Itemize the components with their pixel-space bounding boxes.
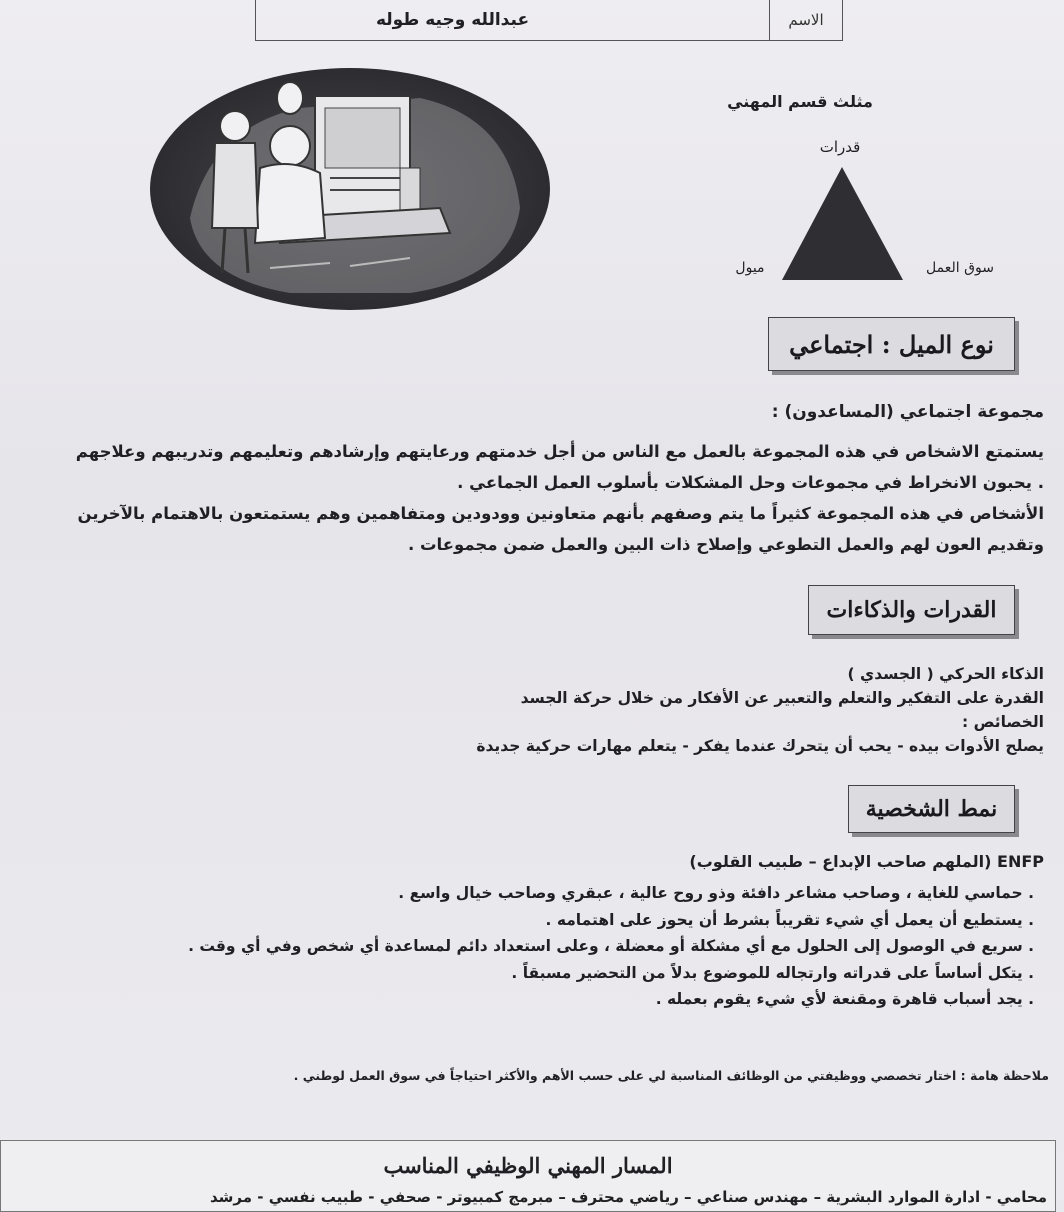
abilities-line: القدرة على التفكير والتعلم والتعبير عن الأفكار من خلال حركة الجسد [520, 689, 1044, 707]
personality-trait: . حماسي للغاية ، وصاحب مشاعر دافئة وذو روح عالية ، عبقري وصاحب خيال واسع . [398, 884, 1034, 902]
career-path-list: محامي - ادارة الموارد البشرية – مهندس صناعي – رياضي محترف – مبرمج كمبيوتر - صحفي - طبيب نفسي - مرشد [210, 1188, 1047, 1206]
personality-trait: . يتكل أساساً على قدراته وارتجاله للموضوع بدلاً من التحضير مسبقاً . [511, 963, 1034, 982]
interest-group-title: مجموعة اجتماعي (المساعدون) : [771, 402, 1044, 422]
triangle-label-interests: ميول [735, 260, 765, 276]
career-path-box [0, 1140, 1056, 1212]
personality-traits [54, 880, 1034, 1013]
name-value: عبدالله وجيه طوله [375, 10, 530, 30]
abilities-line: الذكاء الحركي ( الجسدي ) [847, 665, 1044, 683]
interest-line: يستمتع الاشخاص في هذه المجموعة بالعمل مع الناس من أجل خدمتهم ورعايتهم وإرشادهم وتعليمهم وتدريبهم وعلاجهم [75, 442, 1044, 461]
illustration-drawing [150, 68, 550, 310]
personality-trait: . يجد أسباب قاهرة ومقنعة لأي شيء يقوم بعمله . [655, 990, 1034, 1008]
personality-trait: . سريع في الوصول إلى الحلول مع أي مشكلة أو معضلة ، وعلى استعداد دائم لمساعدة أي شخص وفي أي وقت . [188, 937, 1034, 955]
important-note: ملاحظة هامة : اختار تخصصي ووظيفتي من الوظائف المناسبة لي على حسب الأهم والأكثر احتياجاً في سوق العمل لوطني . [293, 1068, 1049, 1083]
interest-line: . يحبون الانخراط في مجموعات وحل المشكلات بأسلوب العمل الجماعي . [457, 473, 1044, 492]
abilities-line: يصلح الأدوات بيده - يحب أن يتحرك عندما يفكر - يتعلم مهارات حركية جديدة [476, 737, 1044, 755]
career-path-title: المسار المهني الوظيفي المناسب [383, 1153, 673, 1178]
name-field-box [255, 0, 843, 41]
triangle-label-abilities: قدرات [819, 138, 861, 156]
interest-line: الأشخاص في هذه المجموعة كثيراً ما يتم وصفهم بأنهم متعاونين وودودين ومتفاهمين وهم يستمتعون بالاهتمام بالآخرين [77, 504, 1044, 523]
triangle-label-job-market: سوق العمل [926, 260, 994, 276]
section-title-interest: نوع الميل : اجتماعي [768, 317, 1015, 371]
section-title-abilities: القدرات والذكاءات [808, 585, 1015, 635]
interest-line: وتقديم العون لهم والعمل التطوعي وإصلاح ذات البين والعمل ضمن مجموعات . [407, 535, 1044, 554]
personality-type: ENFP (الملهم صاحب الإبداع – طبيب القلوب) [689, 852, 1044, 871]
abilities-line: الخصائص : [962, 713, 1044, 731]
interest-description [14, 436, 1044, 560]
career-triangle-shape [780, 165, 905, 283]
career-illustration [150, 68, 550, 310]
abilities-description [244, 662, 1044, 758]
section-title-personality: نمط الشخصية [848, 785, 1015, 833]
personality-trait: . يستطيع أن يعمل أي شيء تقريباً بشرط أن يحوز على اهتمامه . [545, 910, 1034, 929]
name-label: الاسم [769, 0, 842, 40]
triangle-title: مثلث قسم المهني [727, 92, 873, 111]
